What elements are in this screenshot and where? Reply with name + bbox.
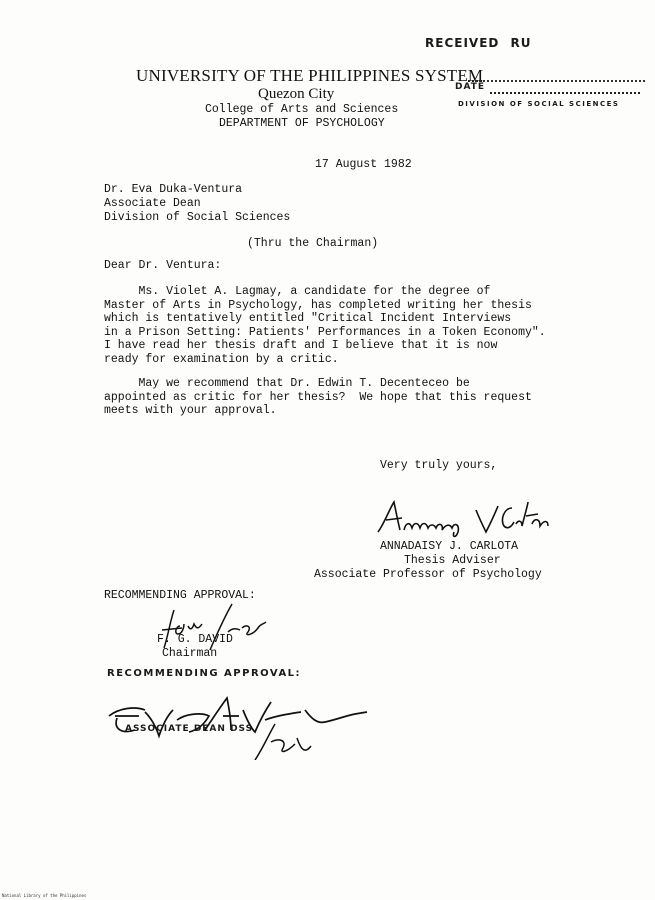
received-stamp-suffix: RU bbox=[510, 36, 532, 50]
chairman-name: F. G. DAVID bbox=[157, 633, 233, 646]
recommending-approval-label-1: RECOMMENDING APPROVAL: bbox=[104, 589, 256, 602]
signer-role: Thesis Adviser bbox=[404, 554, 501, 567]
chairman-title: Chairman bbox=[162, 647, 218, 660]
recipient-title: Associate Dean bbox=[104, 197, 201, 210]
stamp-date-dotted-line bbox=[490, 92, 640, 94]
recipient-name: Dr. Eva Duka-Ventura bbox=[104, 183, 243, 196]
stamp-division: DIVISION OF SOCIAL SCIENCES bbox=[458, 100, 620, 108]
via-chairman: (Thru the Chairman) bbox=[247, 237, 379, 250]
body-paragraph-2: May we recommend that Dr. Edwin T. Decenteceo be appointed as critic for her thesis? We hope that this request meets with your approval. bbox=[104, 377, 532, 418]
stamp-dotted-line bbox=[475, 80, 645, 82]
letterhead-dots bbox=[468, 80, 482, 82]
letterhead-college: College of Arts and Sciences bbox=[205, 103, 399, 116]
recommending-approval-label-2: RECOMMENDING APPROVAL: bbox=[107, 668, 302, 679]
signer-position: Associate Professor of Psychology bbox=[314, 568, 542, 581]
closing: Very truly yours, bbox=[380, 459, 498, 472]
letterhead-department: DEPARTMENT OF PSYCHOLOGY bbox=[219, 117, 385, 130]
salutation: Dear Dr. Ventura: bbox=[104, 259, 222, 272]
received-stamp bbox=[425, 36, 532, 50]
letterhead-city: Quezon City bbox=[258, 86, 335, 102]
recipient-division: Division of Social Sciences bbox=[104, 211, 291, 224]
associate-dean-title: ASSOCIATE DEAN DSS bbox=[125, 724, 254, 734]
letter-date: 17 August 1982 bbox=[315, 158, 412, 171]
received-stamp-text: RECEIVED bbox=[425, 36, 500, 50]
archive-footer: National Library of the Philippines bbox=[2, 893, 87, 898]
body-paragraph-1: Ms. Violet A. Lagmay, a candidate for the degree of Master of Arts in Psychology, has completed writing her thesis which is tentatively entitled "Critical Incident Interviews in a Prison Setting: Patients' Performances in a Token Economy". I have read her thesis draft and I believe that it is now ready for examination by a critic. bbox=[104, 285, 546, 366]
stamp-date-label: DATE bbox=[455, 82, 486, 92]
adviser-signature bbox=[372, 494, 572, 540]
signer-name: ANNADAISY J. CARLOTA bbox=[380, 540, 519, 553]
letterhead-university: UNIVERSITY OF THE PHILIPPINES SYSTEM bbox=[136, 66, 484, 85]
